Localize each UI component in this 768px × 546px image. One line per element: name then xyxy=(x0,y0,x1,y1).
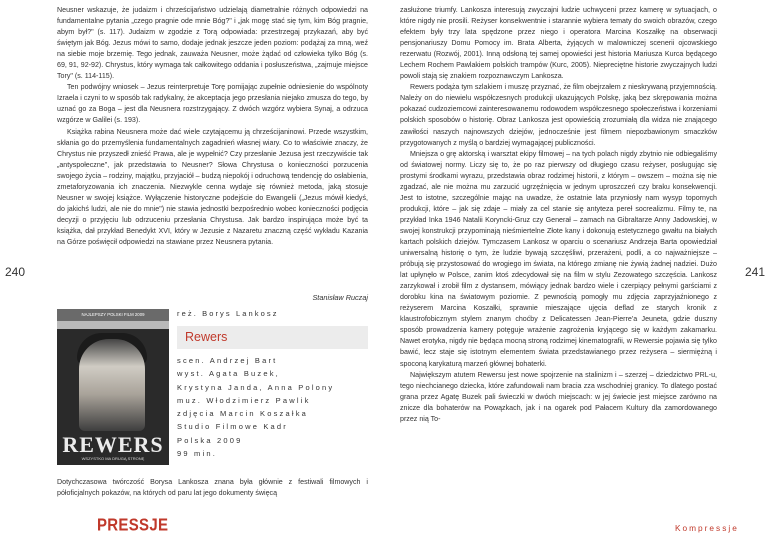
credit-line: muz. Włodzimierz Pawlik xyxy=(177,395,311,405)
left-paragraph-3: Książka rabina Neusnera może dać wiele czytającemu ją chrześcijaninowi. Przede wszystkim, skłania go do przemyślenia fundamentalnych zagadnień własnej wiary. Co to właściwie znaczy, że Chrystus nie przyszedł znieść Prawa, ale je wypełnić? Czy przesłanie Jezusa jest rzeczywiście tak „antyspołeczne", jak przedstawia to Neusner? Słowa Chrystusa o konieczności porzucenia swojego życia – rodziny, majątku, przyjaciół – budzą niepokój i odruchową tendencję do osłabienia, zmetaforyzowania ich znaczenia. Niezwykle cenna wydaje się również metoda, jaką stosuje Neusner w swojej książce. Wyłączenie historyczne podejście do Ewangelii („Jezus mówił kiedyś, do jakichś ludzi, ale nie do mnie") nie stawia jednostki bezpośrednio wobec konieczności podjęcia decyzji o przyjęciu lub odrzuceniu przesłania Chrystusa. Jak bardzo inspirująca może być ta książka, dał przykład Benedykt XVI, który w Jezusie z Nazaretu znaczną część wykładu Kazania na Górze poświęcił odpowiedzi na stawiane przez Neusnera pytania. xyxy=(57,127,368,246)
poster-title: REWERS xyxy=(62,432,164,457)
poster-subtitle: WSZYSTKO MA DRUGĄ STRONĘ xyxy=(81,456,145,461)
left-paragraph-1: Neusner wskazuje, że judaizm i chrześcijaństwo udzielają diametralnie różnych odpowiedzi na fundamentalne pytania „czego pragnie ode mnie Bóg?" i „jak mogę stać się tym, kim Bóg pragnie, abym był?" (s. 117). Judaizm w zgodzie z Torą odpowiada: przestrzegaj przykazań, aby być świętym jak Bóg. Jezus mówi to samo, dodaje jednak jeszcze jeden poziom: podążaj za mną, weź na siebie moje brzemię. Tego jednak, zauważa Neusner, może żądać od człowieka tylko Bóg (s. 69, 91, 92-92). Chrystus, który wymaga tak całkowitego oddania i posłuszeństwa, „zajmuje miejsce Tory" (s. 114-115). xyxy=(57,6,368,81)
film-title-box xyxy=(177,326,368,349)
section-name: Kompressje xyxy=(675,523,739,533)
credit-line: zdjęcia Marcin Koszałka xyxy=(177,409,309,419)
poster-top-text: NAJLEPSZY POLSKI FILM 2009 xyxy=(57,309,169,321)
film-title: Rewers xyxy=(185,330,228,344)
left-column-text xyxy=(57,5,368,248)
review-intro-text: Dotychczasowa twórczość Borysa Lankosza znana była głównie z festiwali filmowych i półoficjalnych pokazów, na których od paru lat jego dokumenty święcą xyxy=(57,478,368,498)
left-paragraph-2: Ten podwójny wniosek – Jezus reinterpretuje Torę pomijając zupełnie odniesienie do wspólnoty Izraela i czyni to w sposób tak radykalny, że akceptacja jego przesłania niejako zmusza do tego, by uznać go za Boga – jest dla Neusnera rozstrzygający. Z dwóch wzgórz wybiera Synaj, a odrzuca wzgórze w Galilei (s. 193). xyxy=(57,83,368,125)
page-number-left: 240 xyxy=(5,265,26,279)
poster-portrait xyxy=(79,339,145,431)
review-signature: Stanisław Ruczaj xyxy=(312,293,368,302)
poster-strip xyxy=(57,321,169,329)
page-number-right: 241 xyxy=(745,265,766,279)
director-credit: reż. Borys Lankosz xyxy=(177,309,279,318)
credit-line: 99 min. xyxy=(177,449,217,459)
credit-line: Polska 2009 xyxy=(177,435,243,445)
credit-line: scen. Andrzej Bart xyxy=(177,356,278,365)
right-paragraph-2: Rewers podąża tym szlakiem i muszę przyznać, że film obejrzałem z nieskrywaną przyjemnością. Należy on do niewielu współczesnych produkcji ukazujących Polskę, jaką bez skrępowania można pokazać cudzoziemcowi zainteresowanemu rodowodem współczesnego społeczeństwa i korzeniami polskich sposobów o historię. Obraz Lankosza jest opowieścią zrozumiałą dla widza nie znającego zawiłości naszych najnowszych dziejów, jednocześnie jest filmem niepozbawionym smaczków przygotowanych z myślą o bardziej wymagającej publiczności. xyxy=(400,83,717,147)
film-poster-image xyxy=(57,309,169,465)
pressje-logo: PRESSJE xyxy=(97,515,169,536)
credit-line: Krystyna Janda, Anna Polony xyxy=(177,382,335,392)
right-paragraph-1: zasłużone triumfy. Lankosza interesują zwyczajni ludzie uchwyceni przez kamerę w sytuacjach, o które nigdy nie prosili. Reżyser konsekwentnie i starannie wybiera tematy do swoich obrazów, czego efektem były trzy lata spędzone przez niego i operatora Marcina Koszałkę na obserwacji pensjonariuszy Domu Pomocy im. Brata Alberta, żyjących w malowniczej scenerii ojcowskiego rezerwatu (Rozwój, 2001). Inną odsłoną tej samej opowieści jest historia Mariusza Kurca będącego Lechem Rochem Pawlakiem polskich trampów (Kurc, 2005). Niepreciętne historie zwyczajnych ludzi powoli stają się znakiem rozpoznawczym Lankosza. xyxy=(400,6,717,81)
credit-line: Studio Filmowe Kadr xyxy=(177,422,288,432)
film-credits xyxy=(177,354,334,460)
right-paragraph-3: Mniejsza o grę aktorską i warsztat ekipy filmowej – na tych polach nigdy zbytnio nie odbiegaliśmy od światowej normy. Liczy się to, że po raz pierwszy od długiego czasu reżyser, posługując się prostymi środkami wyrazu, przedstawia obraz rodzimej historii, z którym – owszem – można się nie zgadzać, ale nie można mu zarzucić ugrzęźnięcia w jednym uproszczeń czy braku konsekwencji. Jest to istotne, szczególnie mając na uwadze, że ostatnie lata przyniosły nam wysyp topornych produkcji, które – jak się zdaje – miały za cel stanie się antyteza pereł socrealizmu. Filmy te, na przykład Inka 1946 Natalii Koryncki-Gruz czy Generał – zamach na Gibraltarze Anny Jadowskiej, w swojej konstrukcji przypominają nieśmiertelne Złote kany i dokonują estetycznego gwałtu na białych kartach polskich dziejów. Tymczasem Lankosz w oparciu o scenariusz Andrzeja Barta opowiedział uniwersalną historię o tym, że ludzie bywają szczęśliwi, przerażeni, podli, a co najważniejsze – próbują się przystosować do wrogiego im świata, na którego zmianę nie żywią żadnej nadziei. Dużo lat upłynęło w Polsce, zanim ktoś zdecydował się na film w stylu Zezowatego szczęścia. Lankosz zarzykował i zrobił film z dystansem, mówiący jednak bardzo wiele i czerpiący pełnymi garściami z dorobku kina na światowym poziomie. Z pewnością pomogły mu zdjęcia zaprzyjaźnionego z reżyserem Marcina Koszałki, sprawnie mieszające ujęcia deflad ze starych kronik z klaustrofobicznym stylem znanym choćby z Delicatessen Jean-Pierre'a Jeuneta, gdzie duszny sposób prowadzenia kamery potęguje wrażenie zagrożenia kryjącego się w każdym zakamarku. Nawet erotyka, nigdy nie będąca mocną stroną rodzimej kinematografii, w Rewersie pojawia się tylko bawić, lecz staje się istotnym elementem świata przedstawianego przez reżysera – siermiężną i spoconą karykaturą marzeń głównej bohaterki. xyxy=(400,149,718,368)
right-paragraph-4: Największym atutem Rewersu jest nowe spojrzenie na stalinizm i – szerzej – dziedzictwo PRL-u, tego niechcianego dziecka, które zafundowali nam bracia zza wschodniej granicy. To dlatego postać grana przez Agatę Buzek pali świeczki w dwóch miejscach: w jej świecie jest miejsce zarówno na znicze dla bohaterów na Powązkach, jak i na ogarek pod Pałacem Kultury dla zamordowanego przez nią To- xyxy=(400,370,717,423)
right-column-text xyxy=(400,5,717,425)
credit-line: wyst. Agata Buzek, xyxy=(177,369,280,379)
